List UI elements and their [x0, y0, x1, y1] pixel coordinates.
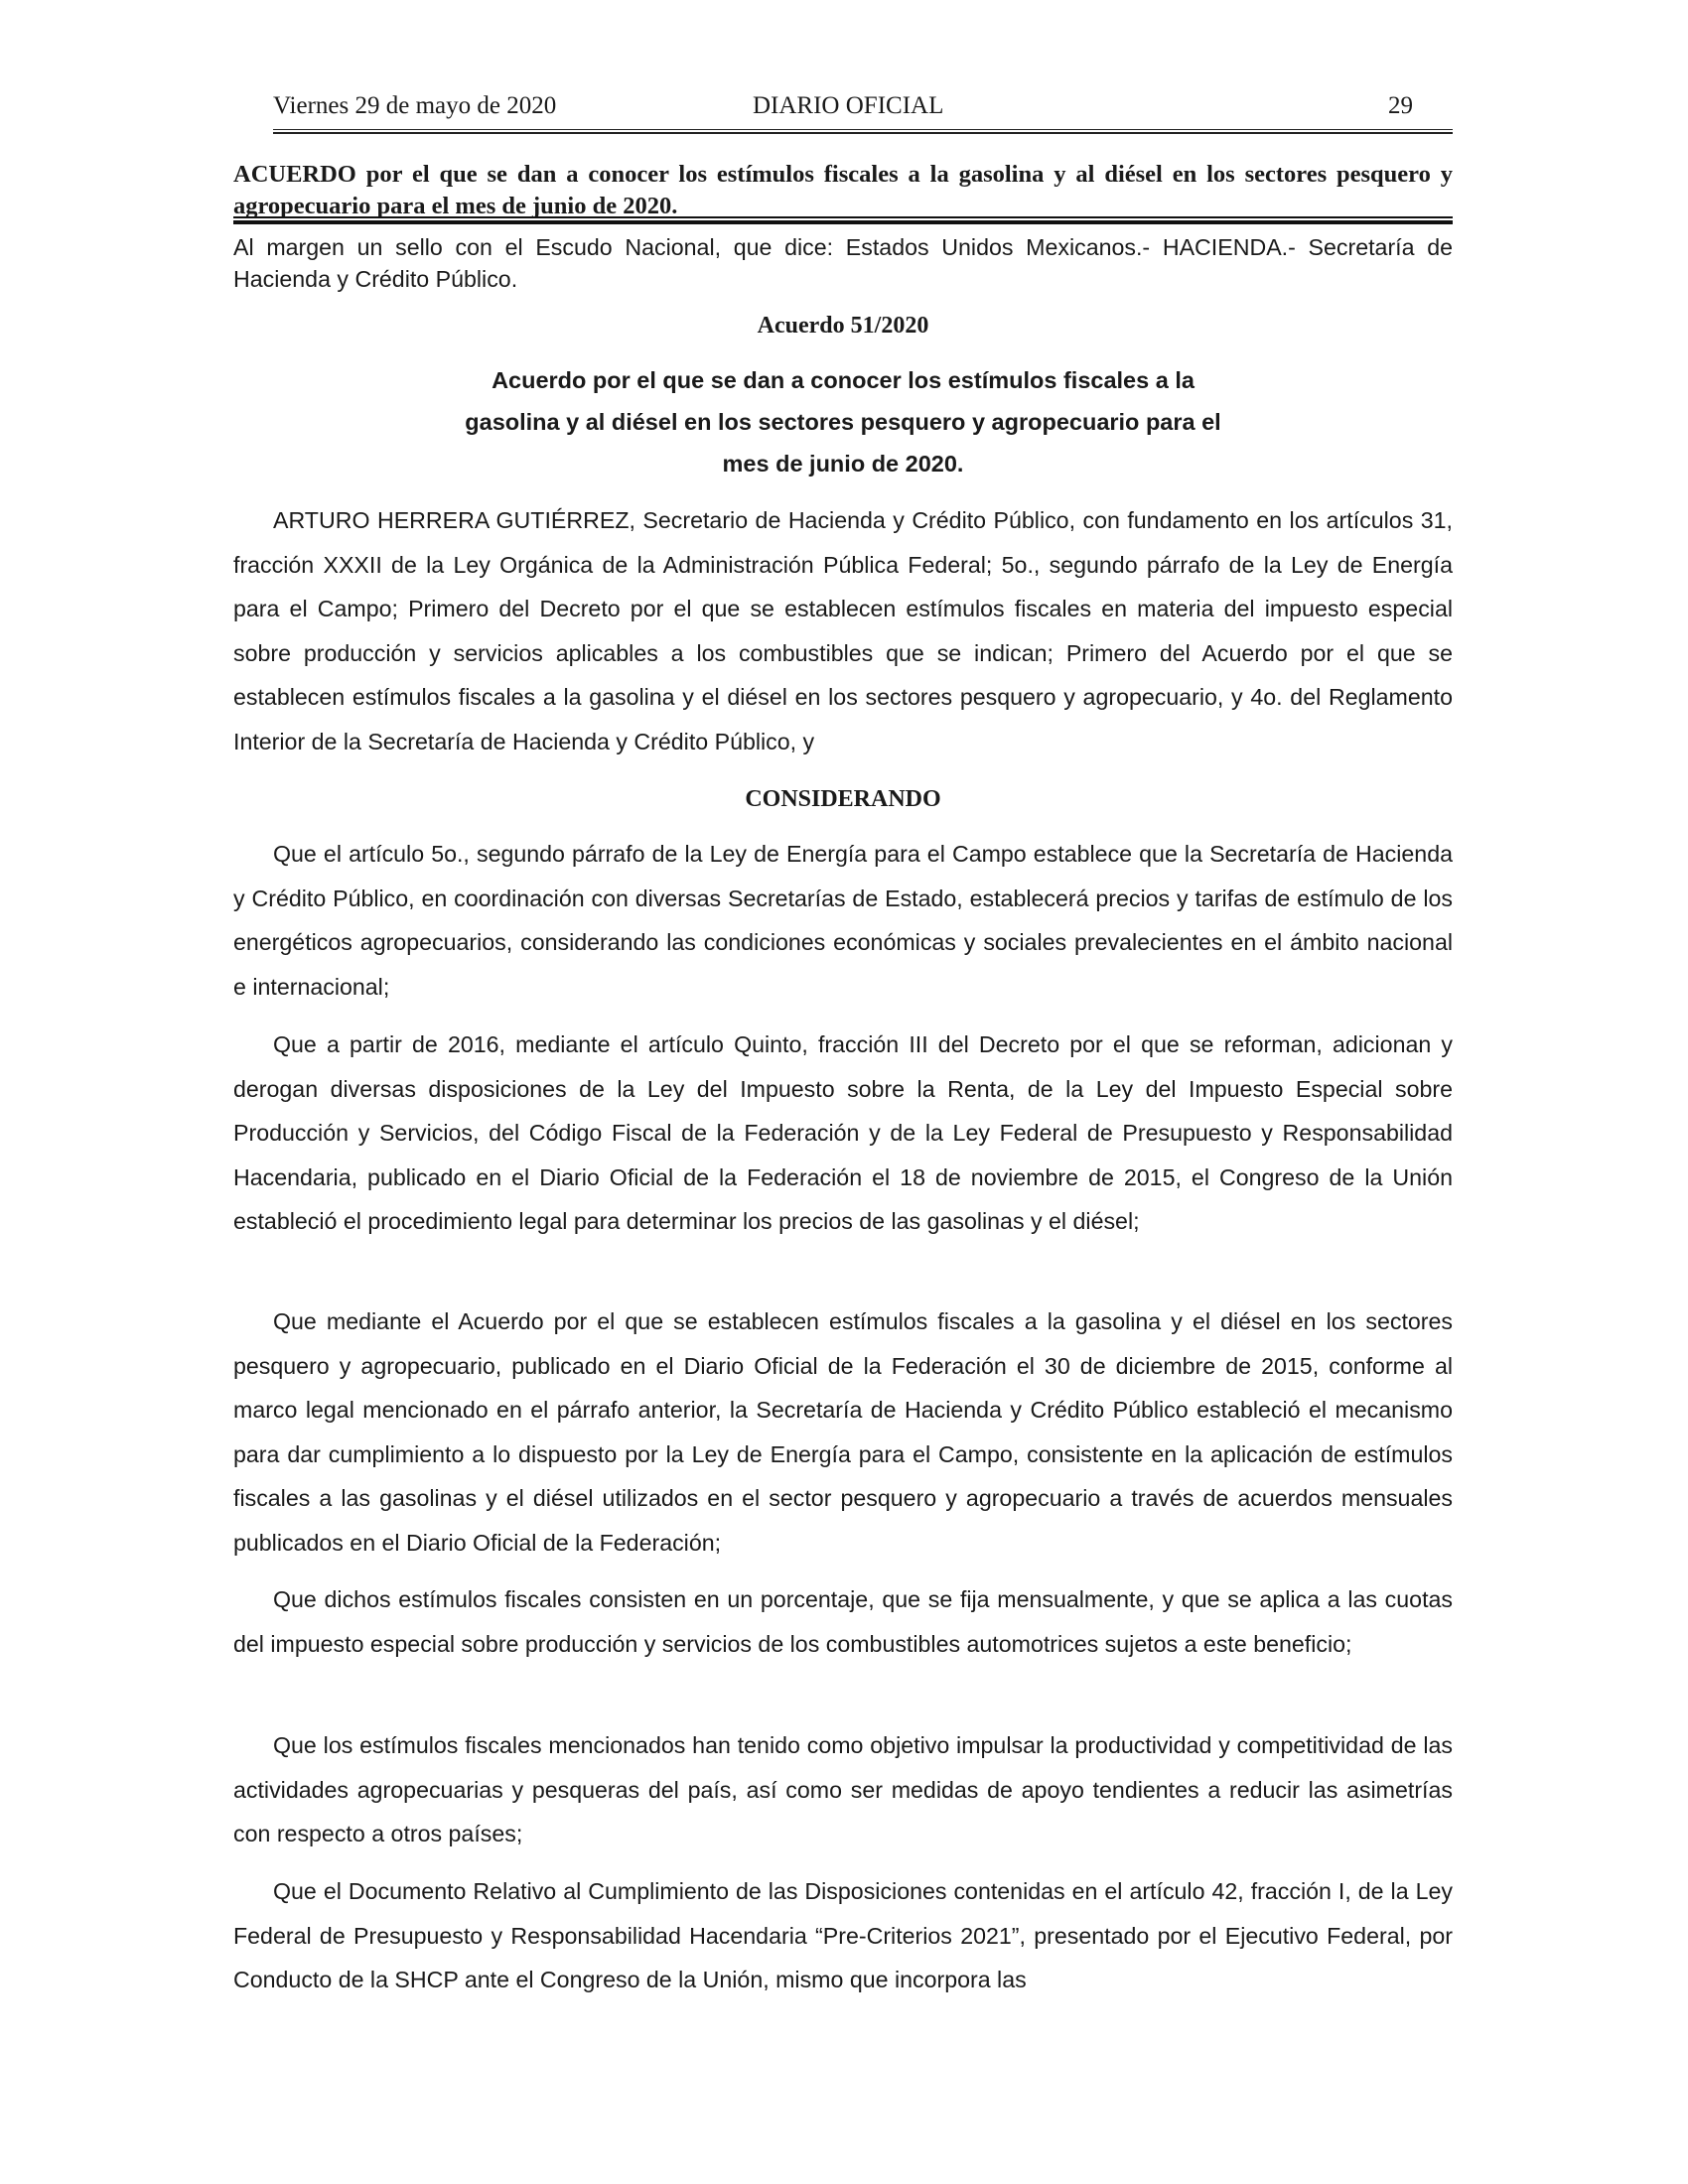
- header-date: Viernes 29 de mayo de 2020: [273, 92, 557, 119]
- considerando-paragraph: Que el artículo 5o., segundo párrafo de la Ley de Energía para el Campo establece que la Secretaría de Hacienda y Crédito Público, en coordinación con diversas Secretarías de Estado, establecerá precios y tarifas de estímulo de los energéticos agropecuarios, considerando las condiciones económicas y sociales prevalecientes en el ámbito nacional e internacional;: [233, 841, 1453, 1000]
- considerando-paragraph: Que el Documento Relativo al Cumplimiento de las Disposiciones contenidas en el artículo 42, fracción I, de la Ley Federal de Presupuesto y Responsabilidad Hacendaria “Pre-Criterios 2021”, presentado por el Ejecutivo Federal, por Conducto de la SHCP ante el Congreso de la Unión, mismo que incorpora las: [233, 1878, 1453, 1992]
- subtitle-line: gasolina y al diésel en los sectores pesquero y agropecuario para el: [465, 409, 1221, 435]
- preamble-paragraph: ARTURO HERRERA GUTIÉRREZ, Secretario de Hacienda y Crédito Público, con fundamento en los artículos 31, fracción XXXII de la Ley Orgánica de la Administración Pública Federal; 5o., segundo párrafo de la Ley de Energía para el Campo; Primero del Decreto por el que se establecen estímulos fiscales en materia del impuesto especial sobre producción y servicios aplicables a los combustibles que se indican; Primero del Acuerdo por el que se establecen estímulos fiscales a la gasolina y el diésel en los sectores pesquero y agropecuario, y 4o. del Reglamento Interior de la Secretaría de Hacienda y Crédito Público, y: [233, 507, 1453, 754]
- considerando-paragraph: Que mediante el Acuerdo por el que se establecen estímulos fiscales a la gasolina y el diésel en los sectores pesquero y agropecuario, publicado en el Diario Oficial de la Federación el 30 de diciembre de 2015, conforme al marco legal mencionado en el párrafo anterior, la Secretaría de Hacienda y Crédito Público estableció el mecanismo para dar cumplimiento a lo dispuesto por la Ley de Energía para el Campo, consistente en la aplicación de estímulos fiscales a las gasolinas y el diésel utilizados en el sector pesquero y agropecuario a través de acuerdos mensuales publicados en el Diario Oficial de la Federación;: [233, 1308, 1453, 1556]
- running-header: [233, 92, 1453, 132]
- header-page-number: 29: [1388, 92, 1413, 119]
- considerando-paragraph: Que dichos estímulos fiscales consisten en un porcentaje, que se fija mensualmente, y que se aplica a las cuotas del impuesto especial sobre producción y servicios de los combustibles automotrices sujetos a este beneficio;: [233, 1586, 1453, 1657]
- header-rule: [273, 129, 1453, 134]
- title-rule: [233, 216, 1453, 226]
- agreement-number: Acuerdo 51/2020: [757, 313, 929, 339]
- agreement-subtitle: [412, 359, 1274, 484]
- considerando-heading: CONSIDERANDO: [745, 786, 941, 812]
- considerando-paragraph: Que los estímulos fiscales mencionados han tenido como objetivo impulsar la productividad y competitividad de las actividades agropecuarias y pesqueras del país, así como ser medidas de apoyo tendientes a reducir las asimetrías con respecto a otros países;: [233, 1732, 1453, 1846]
- header-publication: DIARIO OFICIAL: [753, 92, 944, 119]
- margin-note: Al margen un sello con el Escudo Nacional, que dice: Estados Unidos Mexicanos.- HACIENDA.- Secretaría de Hacienda y Crédito Público.: [233, 234, 1453, 292]
- subtitle-line: Acuerdo por el que se dan a conocer los estímulos fiscales a la: [492, 367, 1195, 393]
- considerando-paragraph: Que a partir de 2016, mediante el artículo Quinto, fracción III del Decreto por el que se reforman, adicionan y derogan diversas disposiciones de la Ley del Impuesto sobre la Renta, de la Ley del Impuesto Especial sobre Producción y Servicios, del Código Fiscal de la Federación y de la Ley Federal de Presupuesto y Responsabilidad Hacendaria, publicado en el Diario Oficial de la Federación el 18 de noviembre de 2015, el Congreso de la Unión estableció el procedimiento legal para determinar los precios de las gasolinas y el diésel;: [233, 1031, 1453, 1234]
- subtitle-line: mes de junio de 2020.: [722, 451, 964, 477]
- document-title: ACUERDO por el que se dan a conocer los estímulos fiscales a la gasolina y al diésel en los sectores pesquero y agropecuario para el mes de junio de 2020.: [233, 161, 1453, 219]
